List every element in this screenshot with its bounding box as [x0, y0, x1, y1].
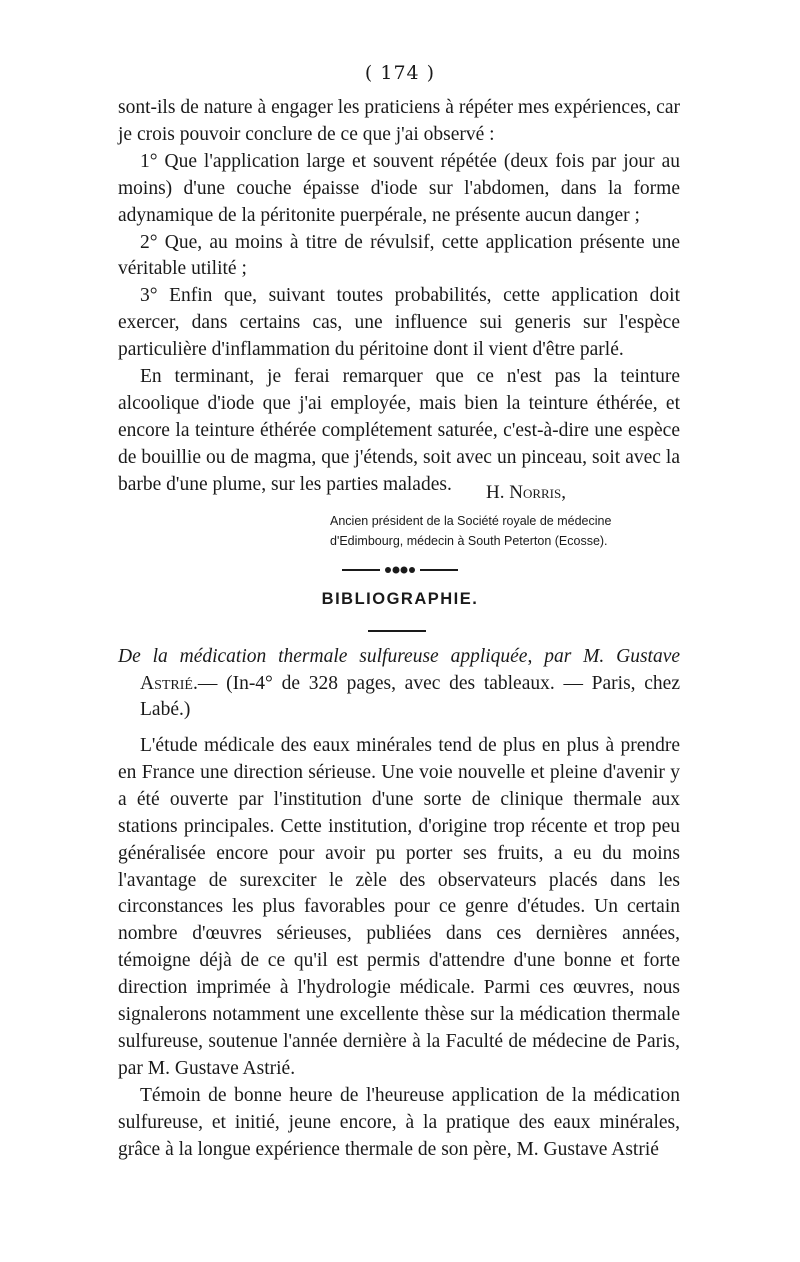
paragraph: Témoin de bonne heure de l'heureuse application de la médication sulfureuse, et initié, jeune encore, à la pratique des eaux minérales, grâce à la longue expérience thermale de son père, M. Gustave Astrié: [118, 1084, 680, 1160]
page-number: ( 174 ): [364, 62, 436, 84]
book-title: De la médication thermale sulfureuse appliquée: [118, 646, 528, 667]
paragraph: sont-ils de nature à engager les praticiens à répéter mes expériences, car je crois pouvoir conclure de ce que j'ai observé :: [118, 97, 680, 145]
book-author: par M. Gustave: [544, 646, 681, 667]
ornament-divider: [340, 564, 460, 576]
title-separator: ,: [527, 646, 545, 667]
paragraph: 1° Que l'application large et souvent répétée (deux fois par jour au moins) d'une couche épaisse d'iode sur l'abdomen, dans la forme adynamique de la péritonite puerpérale, ne présente aucun danger ;: [118, 150, 680, 226]
signature-affiliation-line1: Ancien président de la Société royale de médecine: [330, 514, 612, 528]
author-surname: Astrié: [140, 672, 193, 694]
section-rule: [368, 630, 426, 632]
paragraph: 2° Que, au moins à titre de révulsif, cette application présente une véritable utilité ;: [118, 231, 680, 280]
bibliography-entry: [118, 644, 680, 724]
body-text-bottom: [118, 733, 680, 1164]
section-title: BIBLIOGRAPHIE.: [321, 590, 479, 608]
body-text-top: [118, 95, 680, 499]
book-details: .— (In-4° de 328 pages, avec des tableaux. — Paris, chez Labé.): [140, 672, 680, 720]
paragraph: L'étude médicale des eaux minérales tend de plus en plus à prendre en France une direction sérieuse. Une voie nouvelle et pleine d'avenir y a été ouverte par l'institution d'une sorte de clinique thermale aux stations principales. Cette institution, d'origine trop récente et trop peu généralisée encore pour avoir pu porter ses fruits, a eu du moins l'avantage de surexciter le zèle des observateurs placés dans les circonstances les plus favorables pour ce genre d'études. Un certain nombre d'œuvres sérieuses, publiées dans ces dernières années, témoigne déjà de ce qu'il est permis d'attendre d'une bonne et forte direction imprimée à l'hydrologie médicale. Parmi ces œuvres, nous signalerons notamment une excellente thèse sur la médication thermale sulfureuse, soutenue l'année dernière à la Faculté de médecine de Paris, par M. Gustave Astrié.: [118, 735, 680, 1079]
signature-name: H. Norris,: [486, 482, 566, 503]
signature-affiliation-line2: d'Edimbourg, médecin à South Peterton (Ecosse).: [330, 534, 608, 548]
paragraph: En terminant, je ferai remarquer que ce n'est pas la teinture alcoolique d'iode que j'ai employée, mais bien la teinture éthérée, et encore la teinture éthérée complétement saturée, c'est-à-dire une espèce de bouillie ou de magma, que j'étends, soit avec un pinceau, soit avec la barbe d'une plume, sur les parties malades.: [118, 366, 680, 495]
paragraph: 3° Enfin que, suivant toutes probabilités, cette application doit exercer, dans certains cas, une influence sui generis sur l'espèce particulière d'inflammation du péritoine dont il vient d'être parlé.: [118, 285, 680, 361]
